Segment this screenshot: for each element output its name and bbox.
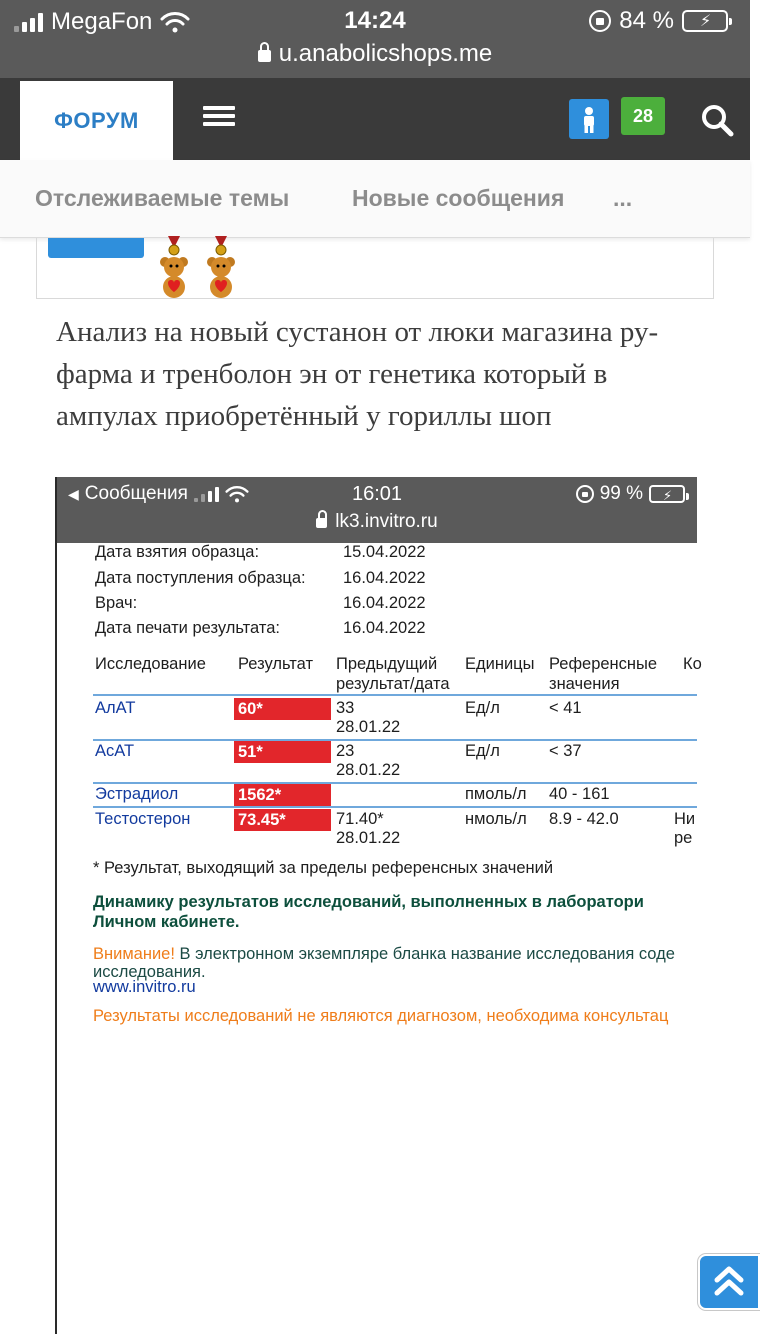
row-study-name: АсАТ: [95, 742, 135, 760]
search-icon[interactable]: [700, 103, 734, 137]
scroll-to-top-button[interactable]: [698, 1254, 760, 1310]
row-prev-date: 28.01.22: [336, 718, 401, 736]
meta-value: 16.04.2022: [343, 619, 426, 637]
row-prev-date: 28.01.22: [336, 761, 401, 779]
row-prev-value: 33: [336, 699, 355, 717]
rotation-lock-icon: [589, 10, 611, 32]
user-title-button[interactable]: [48, 238, 144, 258]
back-arrow-icon: ◀: [68, 485, 79, 502]
inner-address-url: lk3.invitro.ru: [335, 511, 438, 532]
meta-label: Дата печати результата:: [95, 619, 280, 637]
meta-label: Дата поступления образца:: [95, 569, 306, 587]
row-ref: < 41: [549, 699, 582, 717]
inner-address-bar: [57, 511, 697, 533]
post-body-text: Анализ на новый сустанон от люки магазина ру-фарма и тренболон эн от генетика который в ампулах приобретённый у гориллы шоп: [56, 316, 659, 432]
table-divider: [93, 782, 697, 784]
row-study-name: Тестостерон: [95, 810, 191, 828]
inner-padlock-icon: [316, 518, 327, 528]
row-study-name: АлАТ: [95, 699, 136, 717]
result-value-flagged: 1562*: [234, 784, 331, 806]
row-units: нмоль/л: [465, 810, 527, 828]
col-header-result: Результат: [238, 655, 314, 673]
meta-label: Дата взятия образца:: [95, 543, 260, 561]
row-ref: < 37: [549, 742, 582, 760]
result-value-flagged: 60*: [234, 698, 331, 720]
meta-value: 16.04.2022: [343, 594, 426, 612]
meta-value: 15.04.2022: [343, 543, 426, 561]
result-value-flagged: 73.45*: [234, 809, 331, 831]
attention-note: [93, 945, 675, 964]
attention-label: Внимание!: [93, 945, 175, 963]
carrier-name: MegaFon: [51, 8, 153, 35]
table-divider: [93, 739, 697, 741]
attention-text: В электронном экземпляре бланка название исследования соде: [174, 945, 675, 963]
row-prev-date: 28.01.22: [336, 829, 401, 847]
user-icon[interactable]: [569, 99, 609, 139]
footnote: * Результат, выходящий за пределы референсных значений: [93, 859, 554, 877]
subnav-watched-threads[interactable]: Отслеживаемые темы: [35, 185, 290, 211]
inner-status-right: [576, 483, 685, 505]
row-ref: 40 - 161: [549, 785, 610, 803]
battery-icon: ⚡: [682, 10, 728, 32]
inner-back-label: Сообщения: [84, 483, 188, 504]
meta-label: Врач:: [95, 594, 138, 612]
table-divider: [93, 694, 697, 696]
double-chevron-up-icon: [700, 1256, 758, 1308]
row-comment: ре: [674, 829, 693, 847]
col-header-units: Единицы: [465, 655, 535, 673]
dynamics-note: Динамику результатов исследований, выполненных в лаборатори: [93, 893, 644, 911]
inner-rotation-lock-icon: [576, 485, 594, 503]
site-link[interactable]: www.invitro.ru: [93, 978, 196, 996]
teddy-bear-award-icon: [156, 236, 192, 298]
attention-note: исследования.: [93, 963, 206, 981]
tab-forum[interactable]: ФОРУМ: [20, 81, 173, 160]
meta-value: 16.04.2022: [343, 569, 426, 587]
sub-navigation: [0, 160, 750, 238]
col-header-prev: Предыдущий: [336, 655, 438, 673]
col-header-study: Исследование: [95, 655, 206, 673]
address-bar[interactable]: [0, 40, 750, 68]
battery-percent: 84 %: [619, 7, 674, 34]
inner-battery-icon: ⚡: [649, 485, 685, 503]
row-prev-value: 71.40*: [336, 810, 384, 828]
inner-battery-percent: 99 %: [599, 483, 643, 504]
row-units: пмоль/л: [465, 785, 527, 803]
col-header-ref: Референсные: [549, 655, 658, 673]
col-header-comment: Ко: [683, 655, 702, 673]
hamburger-menu-icon[interactable]: [203, 106, 235, 126]
disclaimer: Результаты исследований не являются диагнозом, необходима консультац: [93, 1007, 669, 1025]
status-right-group: [589, 7, 728, 35]
subnav-new-posts[interactable]: Новые сообщения: [352, 185, 565, 211]
result-value-flagged: 51*: [234, 741, 331, 763]
attached-screenshot[interactable]: [55, 477, 702, 1334]
row-study-name: Эстрадиол: [95, 785, 179, 803]
row-units: Ед/л: [465, 742, 500, 760]
row-ref: 8.9 - 42.0: [549, 810, 619, 828]
col-header-ref: значения: [549, 675, 620, 693]
status-time: 14:24: [344, 7, 406, 34]
row-comment: Ни: [674, 810, 696, 828]
inner-status-bar: [57, 477, 697, 543]
inner-status-time: 16:01: [351, 483, 403, 505]
dynamics-note: Личном кабинете.: [93, 913, 240, 931]
teddy-bear-award-icon: [203, 236, 239, 298]
subnav-more[interactable]: ...: [613, 185, 633, 211]
address-url: u.anabolicshops.me: [278, 40, 493, 67]
row-units: Ед/л: [465, 699, 500, 717]
padlock-icon: [258, 50, 271, 62]
col-header-prev: результат/дата: [336, 675, 450, 693]
alerts-badge[interactable]: 28: [621, 97, 665, 135]
os-status-bar: [0, 0, 750, 78]
table-divider: [93, 806, 697, 808]
row-prev-value: 23: [336, 742, 355, 760]
